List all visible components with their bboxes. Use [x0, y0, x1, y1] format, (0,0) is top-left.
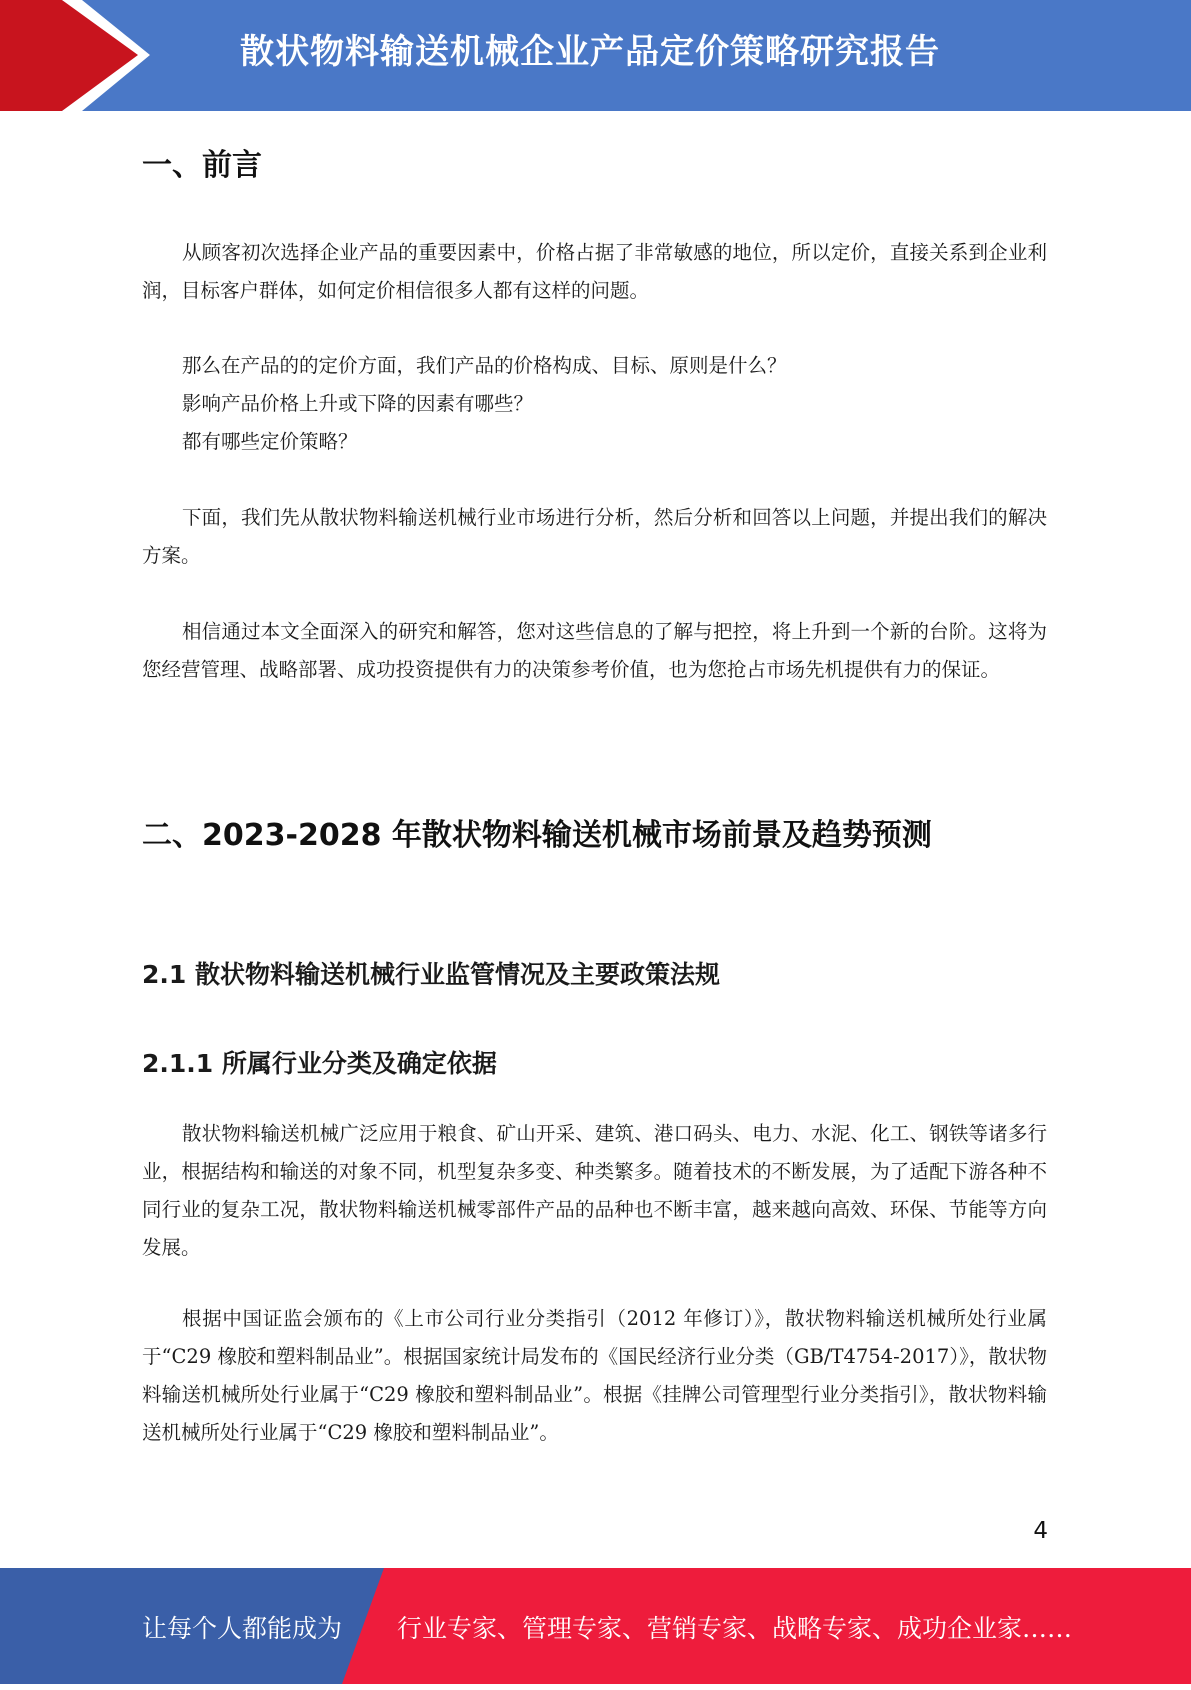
forecast-heading: 二、2023-2028 年散状物料输送机械市场前景及趋势预测	[142, 818, 932, 853]
preface-question-3: 都有哪些定价策略？	[182, 430, 358, 453]
footer-bar	[0, 1568, 1191, 1684]
preface-paragraph-2: 下面，我们先从散状物料输送机械行业市场进行分析，然后分析和回答以上问题，并提出我们的解决方案。	[142, 506, 1047, 567]
preface-question-1: 那么在产品的的定价方面，我们产品的价格构成、目标、原则是什么？	[182, 354, 787, 377]
page-number: 4	[1033, 1518, 1048, 1544]
body-paragraph-2: 根据中国证监会颁布的《上市公司行业分类指引（2012 年修订）》，散状物料输送机械所处行业属于“C29 橡胶和塑料制品业”。根据国家统计局发布的《国民经济行业分类（GB/T4754-2017）》，散状物料输送机械所处行业属于“C29 橡胶和塑料制品业”。根据《挂牌公司管理型行业分类指引》，散状物料输送机械所处行业属于“C29 橡胶和塑料制品业”。	[142, 1307, 1047, 1444]
section-2-1-heading: 2.1 散状物料输送机械行业监管情况及主要政策法规	[142, 960, 720, 989]
footer-slogan-right: 行业专家、管理专家、营销专家、战略专家、成功企业家……	[397, 1614, 1073, 1643]
header-arrow-icon	[0, 0, 180, 111]
report-title: 散状物料输送机械企业产品定价策略研究报告	[240, 32, 940, 72]
preface-paragraph-1: 从顾客初次选择企业产品的重要因素中，价格占据了非常敏感的地位，所以定价，直接关系到企业利润，目标客户群体，如何定价相信很多人都有这样的问题。	[142, 241, 1047, 302]
preface-paragraph-3: 相信通过本文全面深入的研究和解答，您对这些信息的了解与把控，将上升到一个新的台阶。这将为您经营管理、战略部署、成功投资提供有力的决策参考价值，也为您抢占市场先机提供有力的保证。	[142, 620, 1047, 681]
body-paragraph-1: 散状物料输送机械广泛应用于粮食、矿山开采、建筑、港口码头、电力、水泥、化工、钢铁等诸多行业，根据结构和输送的对象不同，机型复杂多变、种类繁多。随着技术的不断发展，为了适配下游各种不同行业的复杂工况，散状物料输送机械零部件产品的品种也不断丰富，越来越向高效、环保、节能等方向发展。	[142, 1122, 1047, 1259]
preface-heading: 一、前言	[142, 148, 262, 183]
header-bar	[0, 0, 1191, 111]
preface-question-2: 影响产品价格上升或下降的因素有哪些？	[182, 392, 534, 415]
footer-slogan-left: 让每个人都能成为	[142, 1614, 343, 1643]
section-2-1-1-heading: 2.1.1 所属行业分类及确定依据	[142, 1049, 497, 1078]
